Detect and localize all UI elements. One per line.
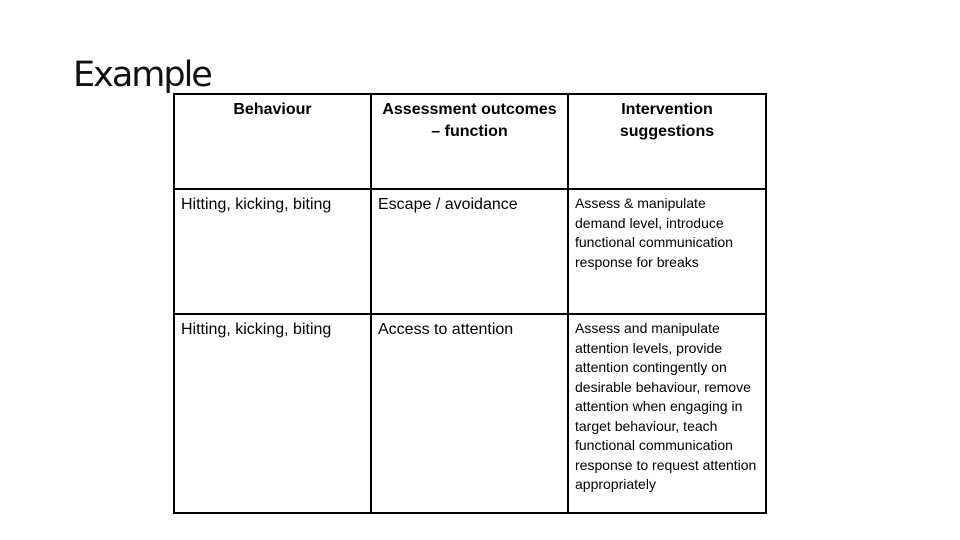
cell-intervention: Assess & manipulate demand level, introduce functional communication response for breaks: [568, 189, 766, 314]
table-row: [174, 189, 766, 314]
behaviour-table: [173, 93, 767, 514]
header-intervention-suggestions: Intervention suggestions: [568, 94, 766, 189]
cell-behaviour: Hitting, kicking, biting: [174, 314, 371, 513]
header-behaviour: Behaviour: [174, 94, 371, 189]
table-row: [174, 314, 766, 513]
cell-function: Access to attention: [371, 314, 568, 513]
cell-function: Escape / avoidance: [371, 189, 568, 314]
header-assessment-outcomes: Assessment outcomes – function: [371, 94, 568, 189]
table-header-row: [174, 94, 766, 189]
cell-behaviour: Hitting, kicking, biting: [174, 189, 371, 314]
cell-intervention: Assess and manipulate attention levels, provide attention contingently on desirable behaviour, remove attention when engaging in target behaviour, teach functional communication response to request attention appropriately: [568, 314, 766, 513]
slide-title: Example: [73, 55, 211, 95]
